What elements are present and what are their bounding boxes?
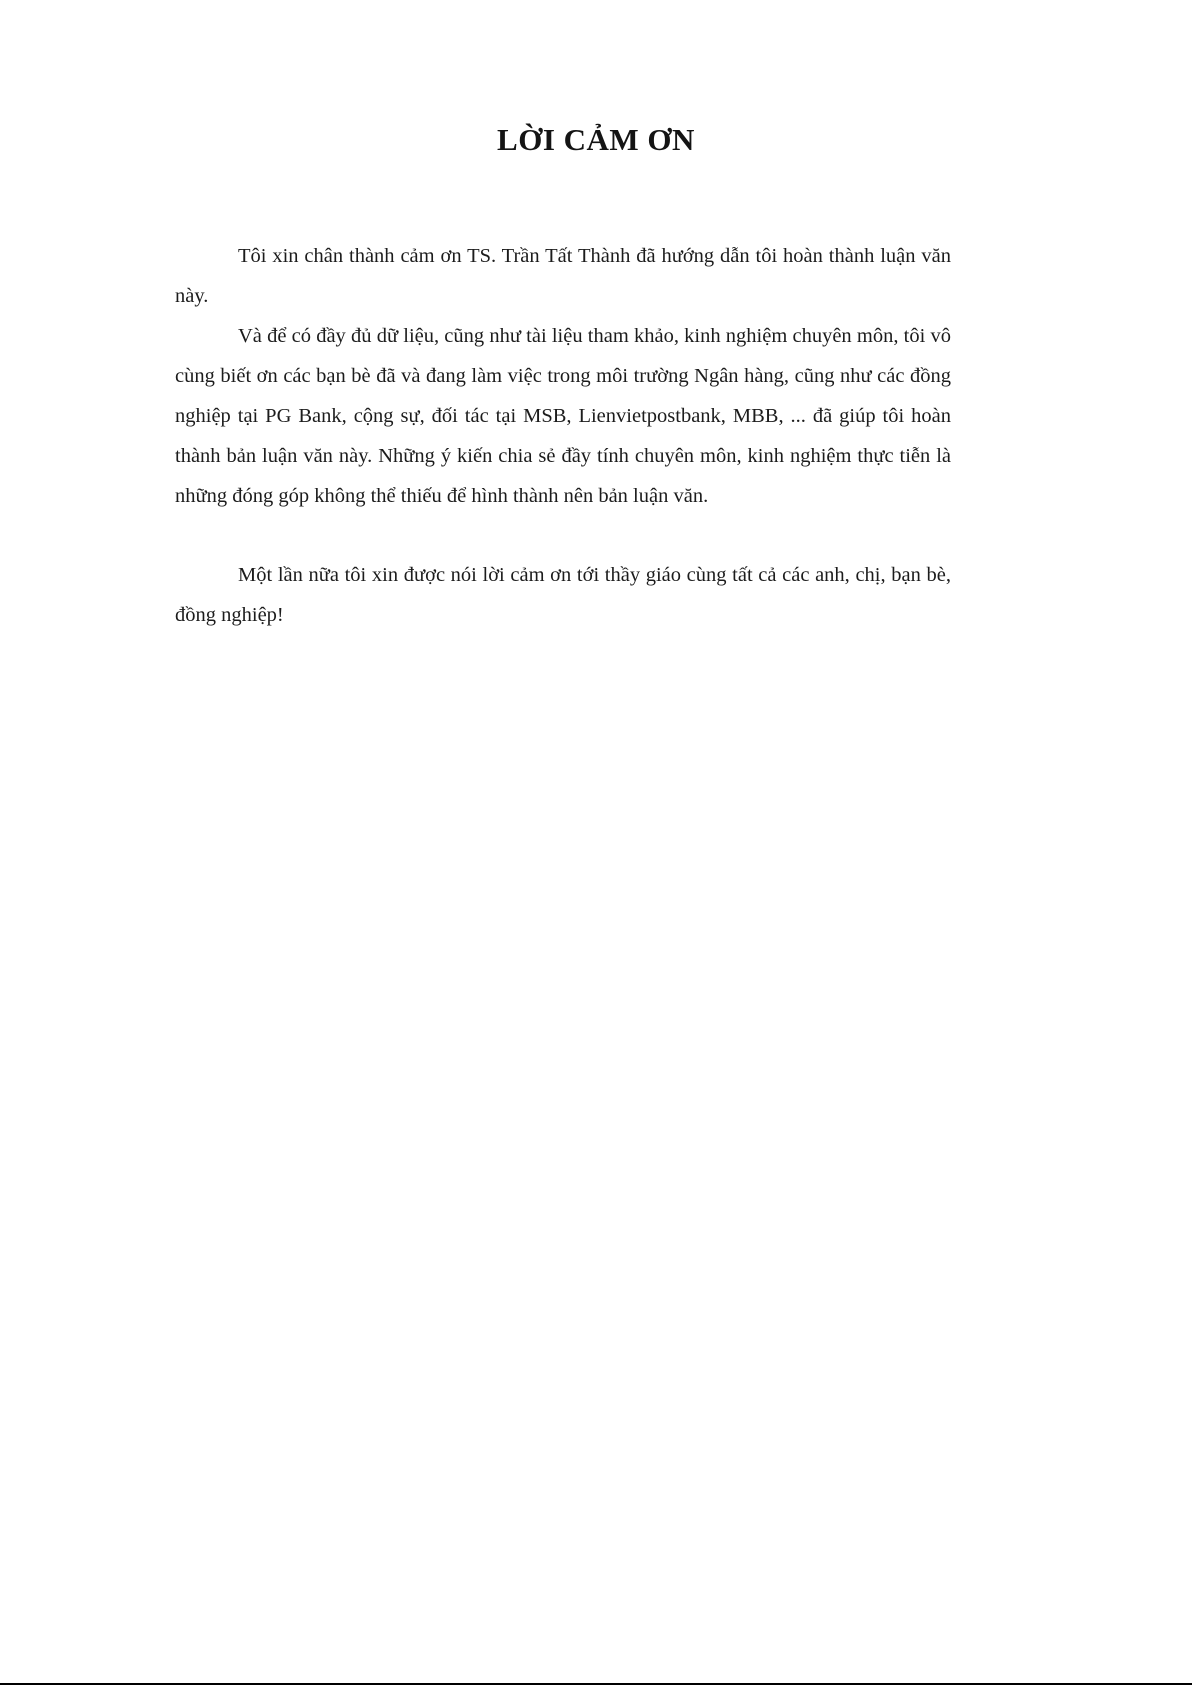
document-body [175, 236, 951, 635]
page-title: LỜI CẢM ƠN [497, 122, 695, 157]
paragraph-closing: Một lần nữa tôi xin được nói lời cảm ơn tới thầy giáo cùng tất cả các anh, chị, bạn bè, đồng nghiệp! [175, 564, 951, 626]
paragraph-thanks-colleagues: Và để có đầy đủ dữ liệu, cũng như tài liệu tham khảo, kinh nghiệm chuyên môn, tôi vô cùng biết ơn các bạn bè đã và đang làm việc trong môi trường Ngân hàng, cũng như các đồng nghiệp tại PG Bank, cộng sự, đối tác tại MSB, Lienvietpostbank, MBB, ... đã giúp tôi hoàn thành bản luận văn này. Những ý kiến chia sẻ đầy tính chuyên môn, kinh nghiệm thực tiễn là những đóng góp không thể thiếu để hình thành nên bản luận văn. [175, 325, 951, 507]
paragraph-thanks-supervisor: Tôi xin chân thành cảm ơn TS. Trần Tất Thành đã hướng dẫn tôi hoàn thành luận văn này. [175, 245, 951, 307]
